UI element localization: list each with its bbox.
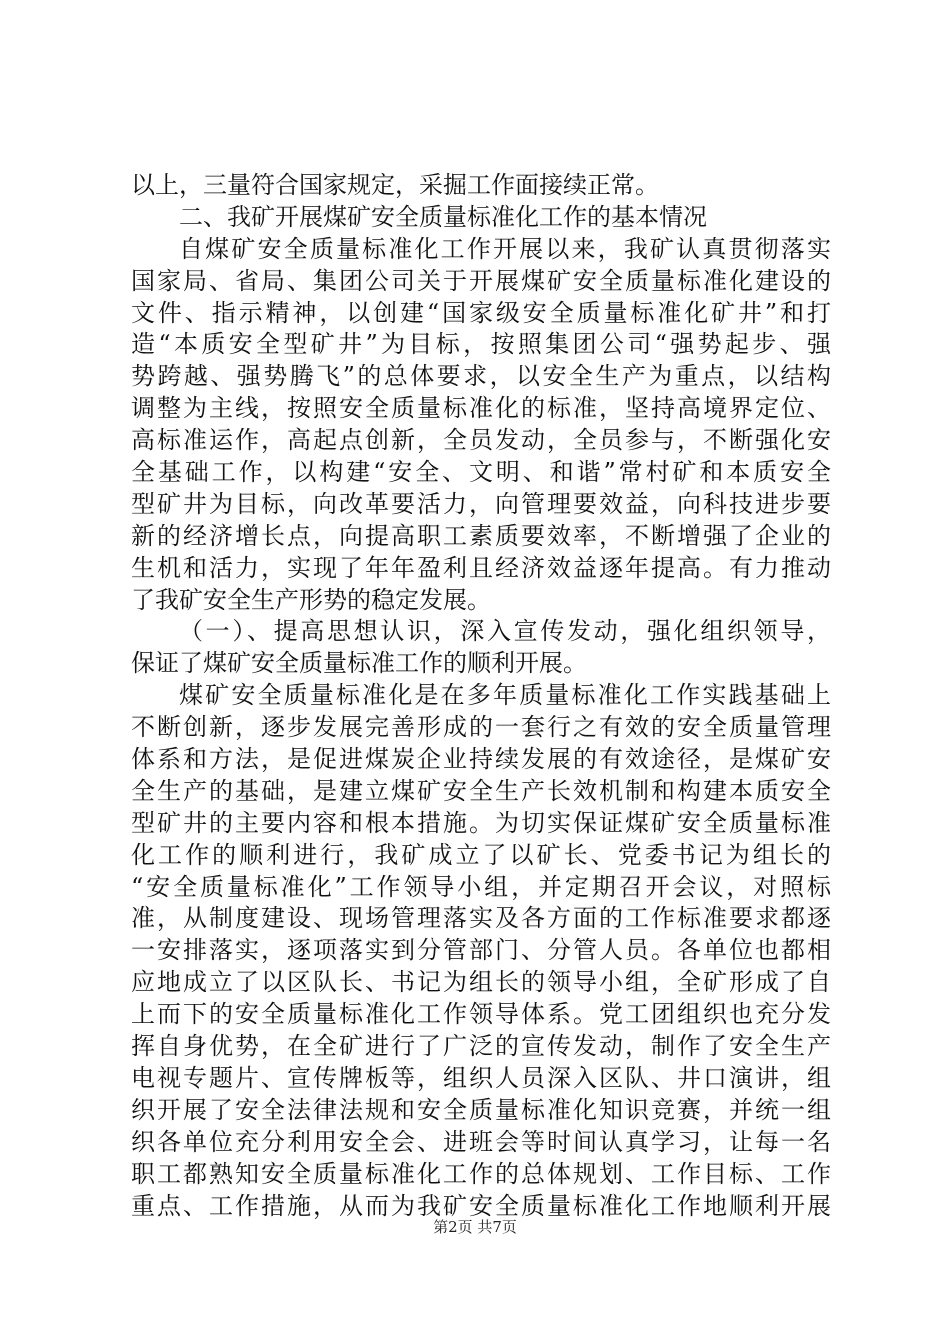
text-line: 保证了煤矿安全质量标准工作的顺利开展。	[131, 649, 587, 678]
text-line: 不断创新，逐步发展完善形成的一套行之有效的安全质量管理	[131, 713, 831, 742]
paragraph-1	[131, 170, 831, 202]
text-line: 生机和活力，实现了年年盈利且经济效益逐年提高。有力推动	[131, 553, 831, 582]
text-line: 准，从制度建设、现场管理落实及各方面的工作标准要求都逐	[131, 904, 831, 933]
text-line: 势跨越、强势腾飞”的总体要求，以安全生产为重点，以结构	[131, 362, 831, 391]
text-line: 造“本质安全型矿井”为目标，按照集团公司“强势起步、强	[131, 330, 831, 359]
text-line: 全基础工作，以构建“安全、文明、和谐”常村矿和本质安全	[131, 458, 831, 487]
text-line: 化工作的顺利进行，我矿成立了以矿长、党委书记为组长的	[131, 840, 831, 869]
text-line: 全生产的基础，是建立煤矿安全生产长效机制和构建本质安全	[131, 776, 831, 805]
text-line: 电视专题片、宣传牌板等，组织人员深入区队、井口演讲，组	[131, 1063, 831, 1092]
paragraph-standardization	[131, 680, 831, 1222]
text-line: 织各单位充分利用安全会、进班会等时间认真学习，让每一名	[131, 1127, 831, 1156]
subsection-heading	[131, 616, 831, 680]
text-line: 文件、指示精神，以创建“国家级安全质量标准化矿井”和打	[131, 298, 831, 327]
paragraph-basic-situation	[131, 234, 831, 617]
text-line: 以上，三量符合国家规定，采掘工作面接续正常。	[131, 171, 659, 199]
document-body	[131, 170, 831, 1222]
text-line: 国家局、省局、集团公司关于开展煤矿安全质量标准化建设的	[131, 266, 831, 295]
text-line: 高标准运作，高起点创新，全员发动，全员参与，不断强化安	[131, 426, 831, 455]
text-line: 调整为主线，按照安全质量标准化的标准，坚持高境界定位、	[131, 394, 831, 423]
text-line: 一安排落实，逐项落实到分管部门、分管人员。各单位也都相	[131, 936, 831, 965]
text-line: 挥自身优势，在全矿进行了广泛的宣传发动，制作了安全生产	[131, 1032, 831, 1061]
text-line: 型矿井的主要内容和根本措施。为切实保证煤矿安全质量标准	[131, 808, 831, 837]
text-line: 职工都熟知安全质量标准化工作的总体规划、工作目标、工作	[131, 1159, 831, 1188]
text-line: 自煤矿安全质量标准化工作开展以来，我矿认真贯彻落实	[179, 234, 831, 263]
section-heading	[131, 202, 831, 234]
text-line: 了我矿安全生产形势的稳定发展。	[131, 585, 491, 614]
text-line: （一）、提高思想认识，深入宣传发动，强化组织领导，	[179, 617, 831, 646]
text-line: 型矿井为目标，向改革要活力，向管理要效益，向科技进步要	[131, 489, 831, 518]
text-line: 二、我矿开展煤矿安全质量标准化工作的基本情况	[179, 202, 707, 231]
text-line: 重点、工作措施，从而为我矿安全质量标准化工作地顺利开展	[131, 1191, 831, 1220]
text-line: 新的经济增长点，向提高职工素质要效率，不断增强了企业的	[131, 521, 831, 550]
text-line: 体系和方法，是促进煤炭企业持续发展的有效途径，是煤矿安	[131, 745, 831, 774]
page-number-footer: 第2页 共7页	[433, 1218, 517, 1236]
text-line: 煤矿安全质量标准化是在多年质量标准化工作实践基础上	[179, 681, 831, 710]
text-line: 上而下的安全质量标准化工作领导体系。党工团组织也充分发	[131, 1000, 831, 1029]
text-line: 应地成立了以区队长、书记为组长的领导小组，全矿形成了自	[131, 968, 831, 997]
text-line: “安全质量标准化”工作领导小组，并定期召开会议，对照标	[131, 872, 831, 901]
text-line: 织开展了安全法律法规和安全质量标准化知识竞赛，并统一组	[131, 1095, 831, 1124]
